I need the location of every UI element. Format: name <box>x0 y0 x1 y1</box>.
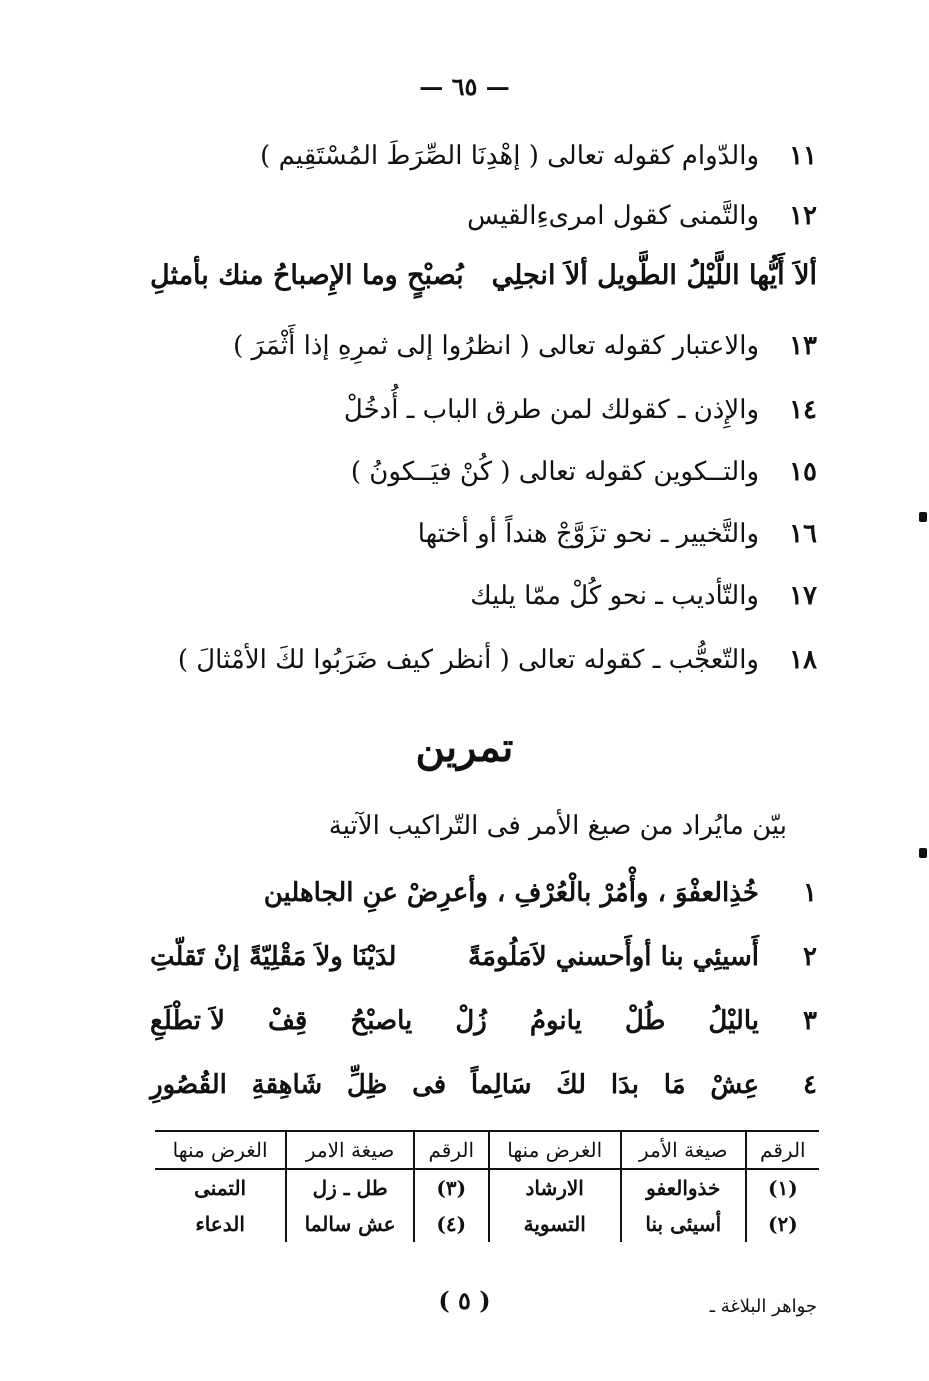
exercise-word: طُلْ <box>624 1006 666 1036</box>
book-title: جواهر البلاغة ـ <box>709 1296 817 1317</box>
column-header: صيغة الأمر <box>621 1131 746 1169</box>
poem-verse <box>150 256 817 296</box>
item-number: ١٣ <box>789 331 817 361</box>
table-header-row <box>155 1131 819 1169</box>
item-number: ١٨ <box>789 645 817 675</box>
table-cell: التمنى <box>194 1176 247 1200</box>
item-text: والتَّمنى كقول امرىءِالقيس <box>467 201 759 231</box>
item-number: ١٢ <box>789 201 817 231</box>
exercise-number: ٣ <box>803 1006 817 1036</box>
section-heading: تمرين <box>415 724 514 771</box>
item-text: والتَّخيير ـ نحو تزَوَّجْ هنداً أو أختها <box>417 519 759 549</box>
item-text: والإِذن ـ كقولك لمن طرق الباب ـ أُدخُلْ <box>343 395 759 425</box>
exercise-word: يانومُ <box>529 1006 582 1036</box>
table-cell: (١) <box>746 1169 819 1206</box>
table-row <box>155 1169 819 1206</box>
item-text: والتّعجُّب ـ كقوله تعالى ( أنظر كيف ضَرَبُوا لكَ الأمْثالَ ) <box>177 645 759 675</box>
exercise-text: خُذِالعفْوَ ، وأْمُرْ بالْعُرْفِ ، وأعرِضْ عنِ الجاهلين <box>263 878 759 908</box>
list-item <box>120 136 817 176</box>
item-text: والاعتبار كقوله تعالى ( انظرُوا إلى ثمرِهِ إذا أَثْمَرَ ) <box>233 331 759 361</box>
column-header: الغرض منها <box>489 1131 621 1169</box>
item-text: والتّأديب ـ نحو كُلْ ممّا يليك <box>470 581 759 611</box>
margin-mark <box>919 848 927 858</box>
list-item <box>120 514 817 554</box>
table-cell: الدعاء <box>195 1212 245 1236</box>
exercise-word: قِفْ <box>267 1006 308 1036</box>
exercise-word: سَالِماً <box>470 1070 532 1100</box>
item-number: ١٥ <box>789 457 817 487</box>
table-cell: أسيئى بنا <box>621 1206 746 1242</box>
column-header: صيغة الامر <box>286 1131 414 1169</box>
exercise-word: لكَ <box>556 1070 587 1100</box>
exercise-instruction: بيّن مايُراد من صيغ الأمر فى التّراكيب الآتية <box>328 811 787 841</box>
exercise-number: ٢ <box>803 942 817 972</box>
list-item <box>120 326 817 366</box>
answers-table <box>155 1130 819 1242</box>
table-cell: عش سالما <box>286 1206 414 1242</box>
exercise-word: مَا <box>663 1070 686 1100</box>
list-item <box>120 196 817 236</box>
table-cell: الارشاد <box>489 1169 621 1206</box>
list-item <box>120 576 817 616</box>
item-number: ١١ <box>789 141 817 171</box>
verse-second-hemistich: بُصبْحٍ وما الإِصباحُ منك بأمثلِ <box>150 260 464 291</box>
item-number: ١٤ <box>789 395 817 425</box>
verse-first-hemistich: ألاَ أَيُّها اللَّيْلُ الطَّويل ألاَ انجلِي <box>491 260 817 291</box>
page-number: — ٦٥ — <box>419 72 510 101</box>
item-text: والدّوام كقوله تعالى ( إهْدِنَا الصِّرَطَ المُسْتَقِيم ) <box>260 141 759 171</box>
table-cell: (٢) <box>746 1206 819 1242</box>
signature-number: ( ٥ ) <box>438 1286 491 1315</box>
table-cell: (٣) <box>414 1169 489 1206</box>
item-number: ١٦ <box>789 519 817 549</box>
exercise-word: بدَا <box>610 1070 639 1100</box>
exercise-line <box>150 936 817 978</box>
table-cell: خذوالعفو <box>621 1169 746 1206</box>
list-item <box>120 390 817 430</box>
exercise-word: ظِلِّ <box>346 1070 388 1100</box>
item-text: والتــكوين كقوله تعالى ( كُنْ فيَــكونُ ) <box>350 457 759 487</box>
exercise-number: ٤ <box>803 1070 817 1100</box>
table-cell: طل ـ زل <box>286 1169 414 1206</box>
column-header: الرقم <box>746 1131 819 1169</box>
exercise-word: فى <box>412 1070 447 1100</box>
column-header: الرقم <box>414 1131 489 1169</box>
margin-mark <box>919 512 927 522</box>
table-cell: التسوية <box>489 1206 621 1242</box>
exercise-text: أَسيئِي بنا أوأَحسني لاَمَلُومَةً <box>468 942 759 972</box>
item-number: ١٧ <box>789 581 817 611</box>
exercise-number: ١ <box>803 878 817 908</box>
exercise-word: لاَ تطْلَعِ <box>150 1006 225 1036</box>
exercise-word: شَاهِقةِ <box>251 1070 323 1100</box>
exercise-line <box>150 1064 817 1106</box>
table-cell: (٤) <box>414 1206 489 1242</box>
exercise-word: القُصُورِ <box>150 1070 227 1100</box>
list-item <box>120 452 817 492</box>
table-row <box>155 1206 819 1242</box>
exercise-word: عِشْ <box>710 1070 759 1100</box>
column-header: الغرض منها <box>155 1131 286 1169</box>
exercise-word: زُلْ <box>455 1006 487 1036</box>
exercise-line <box>150 872 817 914</box>
exercise-text: لدَيْنَا ولاَ مَقْلِيّةً إنْ تَقلّتِ <box>150 942 397 972</box>
exercise-word: ياليْلُ <box>708 1006 759 1036</box>
exercise-line <box>150 1000 817 1042</box>
exercise-word: ياصبْحُ <box>350 1006 413 1036</box>
list-item <box>120 640 817 680</box>
